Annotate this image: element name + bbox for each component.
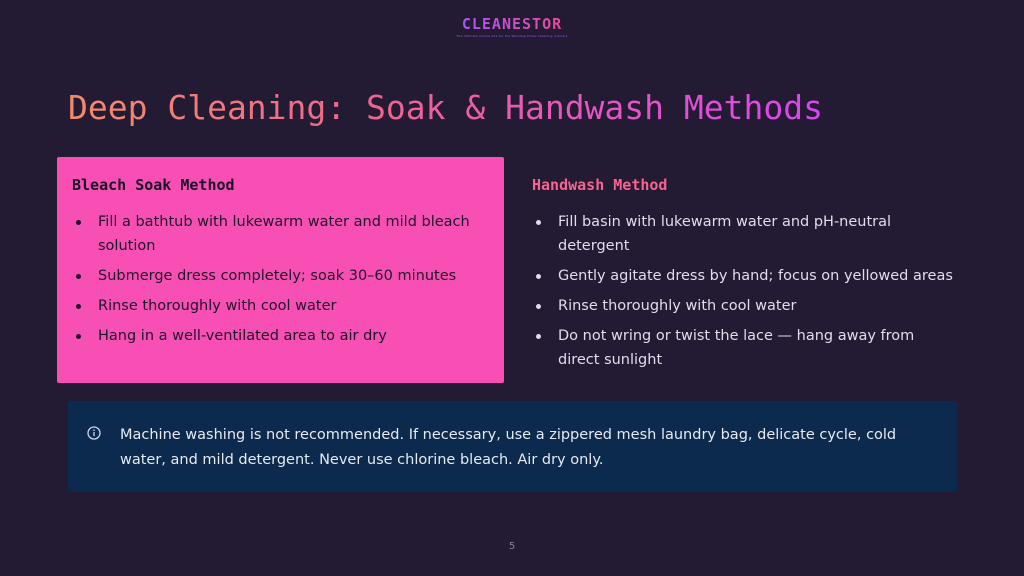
list-item: Hang in a well-ventilated area to air dry xyxy=(72,324,488,348)
bleach-soak-heading: Bleach Soak Method xyxy=(72,176,235,194)
brand-name: CLEANESTOR xyxy=(461,15,563,33)
list-item: Rinse thoroughly with cool water xyxy=(72,294,488,318)
brand-logo xyxy=(0,14,1024,38)
handwash-heading: Handwash Method xyxy=(532,176,668,194)
slide-title: Deep Cleaning: Soak & Handwash Methods xyxy=(68,88,823,127)
list-item: Rinse thoroughly with cool water xyxy=(532,294,953,318)
machine-wash-note xyxy=(68,401,957,492)
bleach-soak-card xyxy=(57,157,504,383)
list-item: Gently agitate dress by hand; focus on yellowed areas xyxy=(532,264,953,288)
note-text: Machine washing is not recommended. If necessary, use a zippered mesh laundry bag, delicate cycle, cold water, and mild detergent. Never use chlorine bleach. Air dry only. xyxy=(120,427,897,468)
bleach-soak-list xyxy=(72,210,488,348)
handwash-list xyxy=(532,210,953,372)
page-number: 5 xyxy=(508,541,516,552)
list-item: Fill basin with lukewarm water and pH-neutral detergent xyxy=(532,210,953,258)
brand-tagline: The Ultimate Online Site for the Wedding Dress Cleaning Industry xyxy=(456,34,568,38)
list-item: Do not wring or twist the lace — hang away from direct sunlight xyxy=(532,324,953,372)
list-item: Submerge dress completely; soak 30–60 minutes xyxy=(72,264,488,288)
handwash-card xyxy=(520,157,965,383)
list-item: Fill a bathtub with lukewarm water and mild bleach solution xyxy=(72,210,488,258)
info-icon xyxy=(87,426,101,440)
